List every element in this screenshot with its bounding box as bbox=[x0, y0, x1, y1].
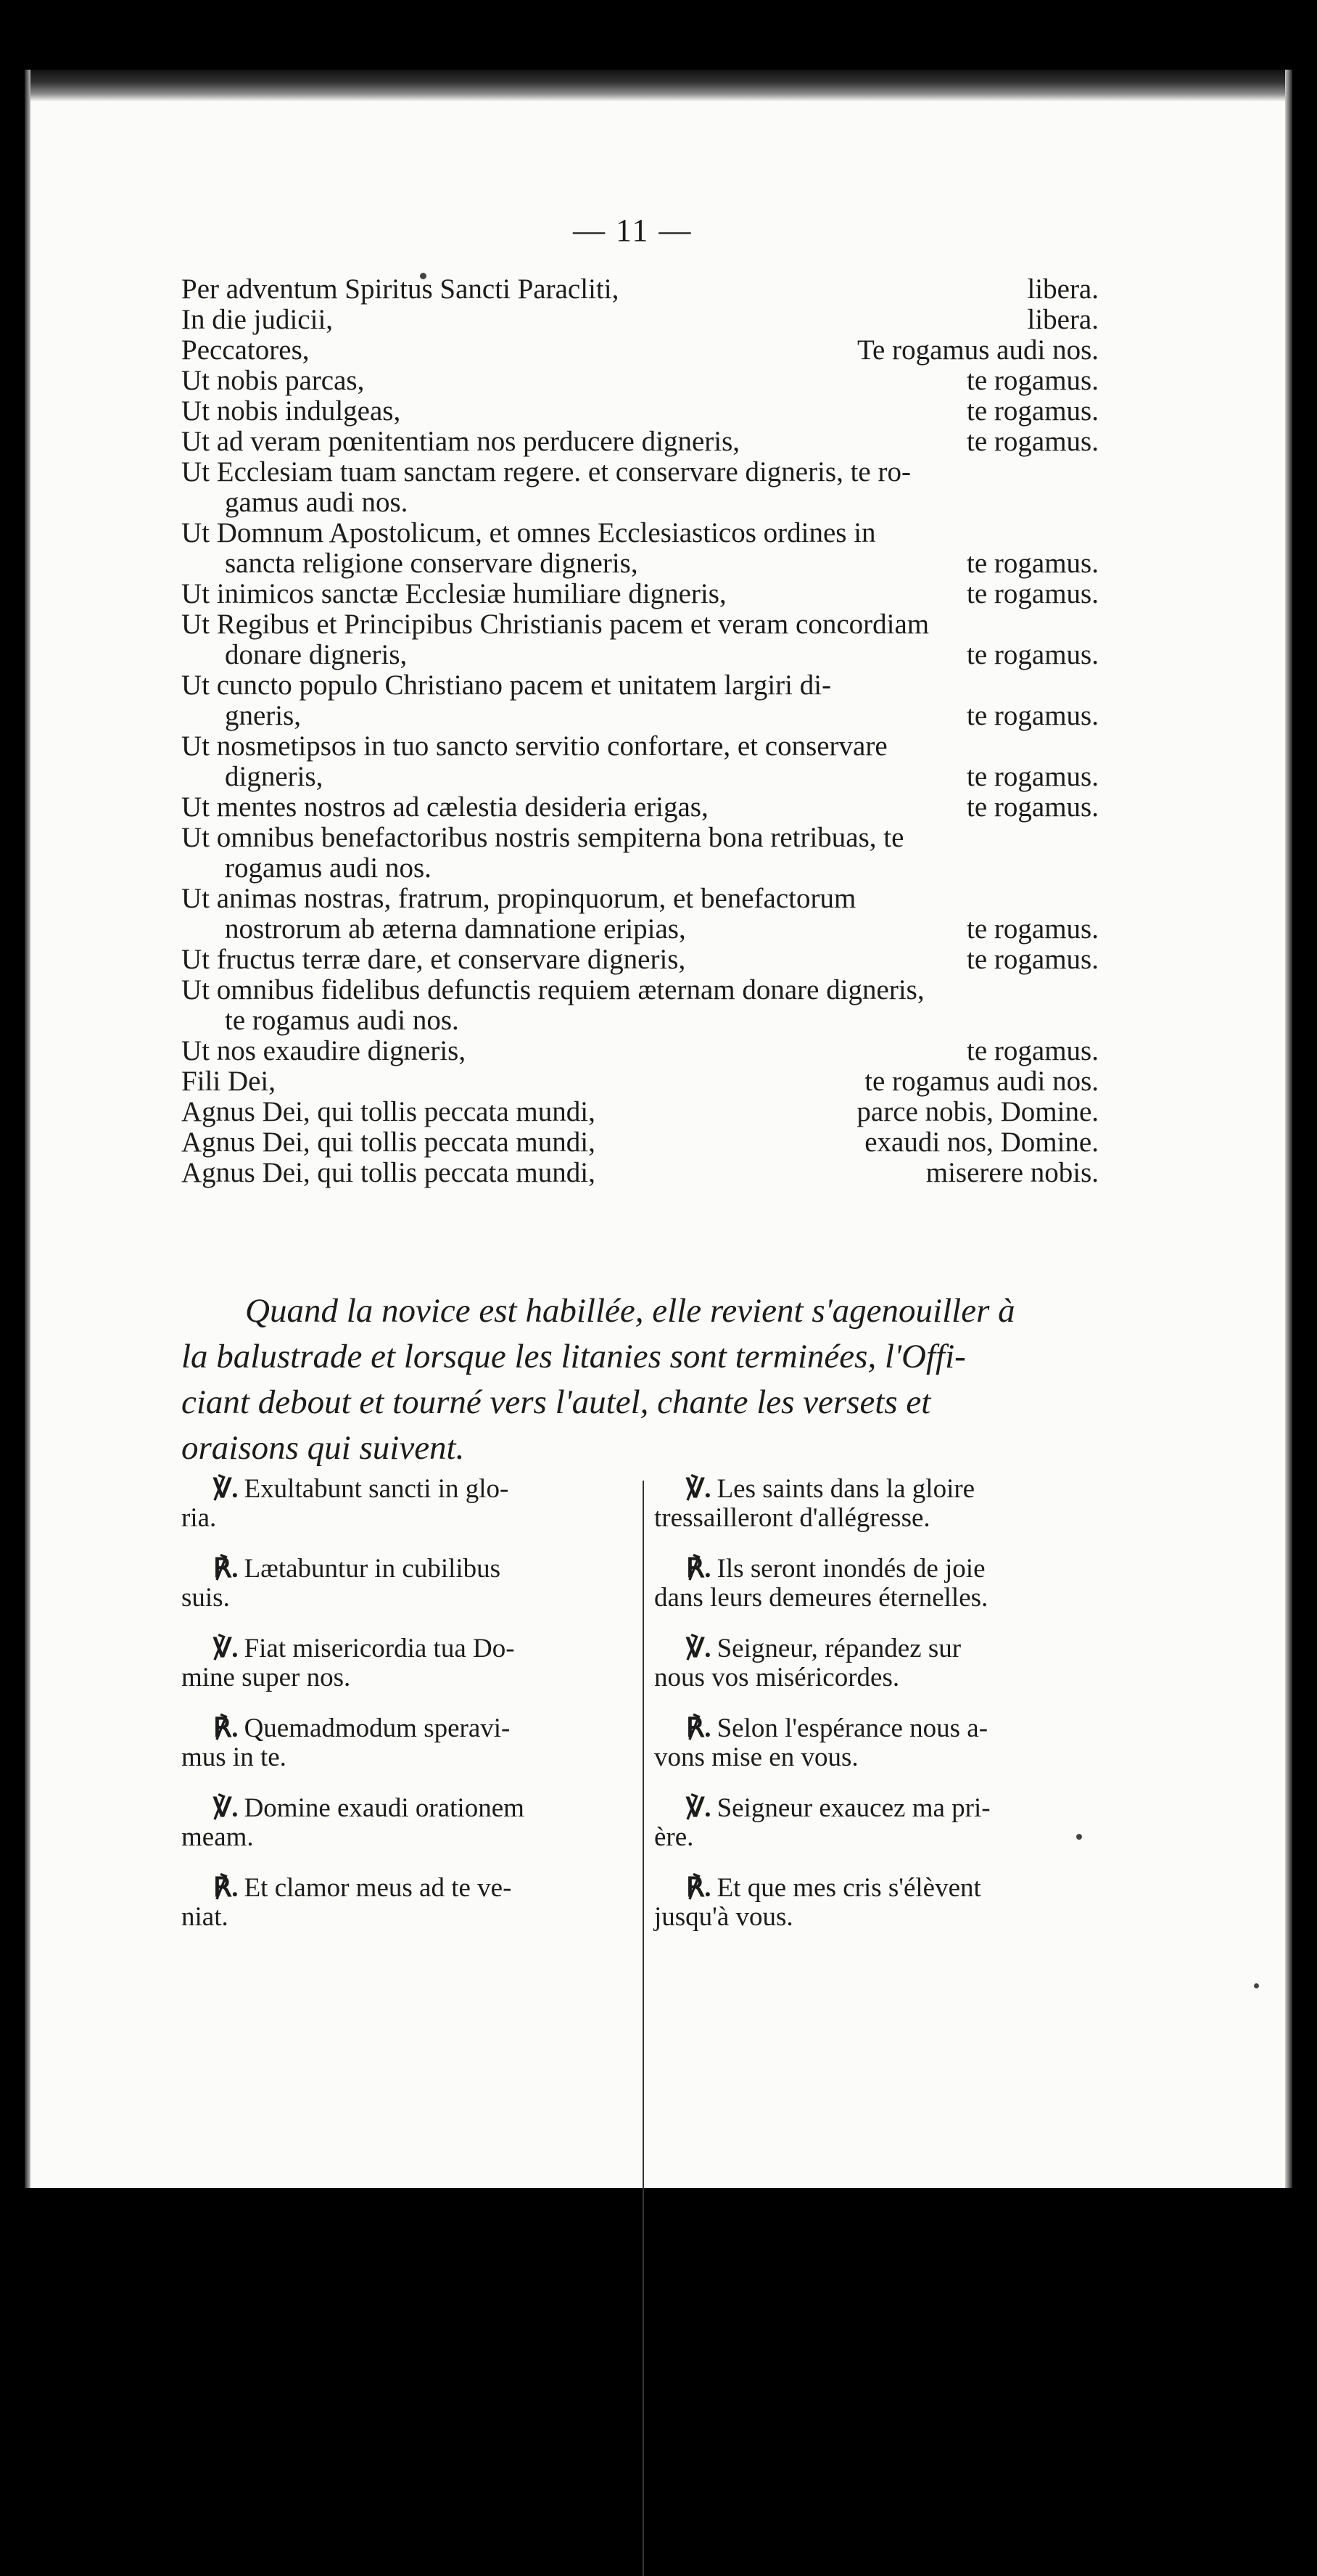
rubric-instruction bbox=[181, 1288, 1099, 1471]
litany-response: parce nobis, Domine. bbox=[856, 1096, 1099, 1127]
litany-response: Te rogamus audi nos. bbox=[856, 334, 1099, 366]
versicle-text: mine super nos. bbox=[181, 1663, 351, 1692]
versicle-entry bbox=[181, 1794, 631, 1852]
litany-invocation: Ut nos exaudire digneris, bbox=[181, 1035, 466, 1066]
versicle-line bbox=[181, 1663, 631, 1692]
litany-response: exaudi nos, Domine. bbox=[864, 1127, 1099, 1158]
litany-invocation: Per adventum Spiritus Sancti Paracliti, bbox=[181, 273, 619, 305]
litany-invocation: Ut cuncto populo Christiano pacem et unitatem largiri di- bbox=[181, 670, 832, 701]
litany-line bbox=[181, 731, 1099, 762]
versicle-entry bbox=[654, 1555, 1099, 1613]
litany-invocation: te rogamus audi nos. bbox=[225, 1005, 459, 1036]
litany-line bbox=[181, 701, 1099, 731]
versicle-text: nous vos miséricordes. bbox=[654, 1663, 900, 1692]
litany-invocation: Ut omnibus fidelibus defunctis requiem æternam donare digneris, bbox=[181, 974, 925, 1005]
versicle-entry bbox=[181, 1475, 631, 1533]
litany-response: te rogamus. bbox=[967, 944, 1099, 975]
litany-invocation: Agnus Dei, qui tollis peccata mundi, bbox=[181, 1096, 595, 1127]
litany-line bbox=[181, 792, 1099, 823]
versicle-text: ère. bbox=[654, 1822, 694, 1852]
rubric-line: ciant debout et tourné vers l'autel, chante les versets et bbox=[181, 1383, 931, 1421]
versicle-line bbox=[181, 1555, 631, 1584]
response-symbol: ℟. bbox=[213, 1873, 239, 1903]
litany-line bbox=[181, 975, 1099, 1005]
litany-line bbox=[181, 914, 1099, 945]
litany-response: te rogamus. bbox=[967, 913, 1099, 945]
litany-invocation: digneris, bbox=[225, 761, 323, 792]
versicle-text: Ils seront inondés de joie bbox=[717, 1554, 986, 1584]
litany-response: te rogamus. bbox=[967, 791, 1099, 823]
litany-line bbox=[181, 670, 1099, 701]
litany-line bbox=[181, 1036, 1099, 1066]
versicle-line bbox=[654, 1555, 1099, 1584]
litany-invocation: Ut fructus terræ dare, et conservare digneris, bbox=[181, 944, 686, 975]
litany-line bbox=[181, 305, 1099, 335]
versicle-line bbox=[654, 1903, 1099, 1932]
litany-invocation: Fili Dei, bbox=[181, 1066, 276, 1097]
litany-response: libera. bbox=[1027, 273, 1099, 305]
litany-invocation: Ut Ecclesiam tuam sanctam regere. et conservare digneris, te ro- bbox=[181, 456, 911, 487]
litany-invocation: nostrorum ab æterna damnatione eripias, bbox=[225, 913, 686, 945]
versicle-text: suis. bbox=[181, 1583, 230, 1613]
versicle-entry bbox=[181, 1634, 631, 1692]
litany-response: te rogamus. bbox=[967, 426, 1099, 457]
litany-invocation: Ut nosmetipsos in tuo sancto servitio confortare, et conservare bbox=[181, 731, 888, 762]
versicle-entry bbox=[654, 1794, 1099, 1852]
versicle-line bbox=[181, 1794, 631, 1823]
ink-speck bbox=[1254, 1983, 1259, 1988]
litany-line bbox=[181, 518, 1099, 548]
litany-line bbox=[181, 762, 1099, 792]
versicle-line bbox=[654, 1743, 1099, 1772]
versicle-line bbox=[654, 1504, 1099, 1533]
versicle-line bbox=[654, 1475, 1099, 1504]
litany-line bbox=[181, 396, 1099, 427]
versicle-entry bbox=[181, 1555, 631, 1613]
versicle-line bbox=[181, 1874, 631, 1903]
litany-line bbox=[181, 274, 1099, 305]
versicle-line bbox=[654, 1634, 1099, 1663]
versicle-line bbox=[654, 1584, 1099, 1613]
litany-response: te rogamus. bbox=[967, 395, 1099, 427]
scan-left-edge bbox=[25, 70, 30, 2188]
versicle-text: vons mise en vous. bbox=[654, 1742, 859, 1772]
versicle-entry bbox=[654, 1475, 1099, 1533]
versicle-text: Lætabuntur in cubilibus bbox=[244, 1554, 501, 1584]
litany-invocation: Ut mentes nostros ad cælestia desideria erigas, bbox=[181, 791, 709, 823]
litany-line bbox=[181, 548, 1099, 579]
versicle-text: Exultabunt sancti in glo- bbox=[244, 1474, 509, 1504]
versicle-entry bbox=[654, 1714, 1099, 1772]
litany-line bbox=[181, 1066, 1099, 1097]
versicle-line bbox=[654, 1823, 1099, 1852]
versicle-line bbox=[181, 1475, 631, 1504]
litany-response: te rogamus. bbox=[967, 700, 1099, 731]
versicle-line bbox=[181, 1743, 631, 1772]
litany-line bbox=[181, 1097, 1099, 1127]
response-symbol: ℟. bbox=[686, 1554, 711, 1584]
litany-invocation: gneris, bbox=[225, 700, 302, 731]
litany-line bbox=[181, 1005, 1099, 1036]
versicle-text: Seigneur exaucez ma pri- bbox=[717, 1793, 991, 1823]
latin-column bbox=[181, 1475, 631, 1954]
response-symbol: ℟. bbox=[686, 1873, 711, 1903]
litany-invocation: Peccatores, bbox=[181, 334, 310, 366]
rubric-line: oraisons qui suivent. bbox=[181, 1429, 465, 1467]
response-symbol: ℟. bbox=[213, 1554, 239, 1584]
litany-line bbox=[181, 427, 1099, 457]
versicle-line bbox=[181, 1504, 631, 1533]
litany-block bbox=[181, 274, 1099, 1188]
versicle-line bbox=[181, 1903, 631, 1932]
versicle-symbol: ℣. bbox=[213, 1793, 239, 1823]
french-column bbox=[654, 1475, 1099, 1954]
litany-line bbox=[181, 853, 1099, 884]
versicle-line bbox=[181, 1584, 631, 1613]
litany-invocation: Ut omnibus benefactoribus nostris sempiterna bona retribuas, te bbox=[181, 822, 904, 853]
litany-invocation: sancta religione conservare digneris, bbox=[225, 548, 638, 579]
litany-line bbox=[181, 609, 1099, 640]
litany-line bbox=[181, 487, 1099, 518]
litany-response: te rogamus. bbox=[967, 761, 1099, 792]
litany-response: libera. bbox=[1027, 304, 1099, 335]
litany-invocation: Agnus Dei, qui tollis peccata mundi, bbox=[181, 1157, 595, 1188]
litany-response: te rogamus. bbox=[967, 548, 1099, 579]
litany-response: te rogamus. bbox=[967, 639, 1099, 670]
versicle-text: dans leurs demeures éternelles. bbox=[654, 1583, 988, 1613]
litany-invocation: Ut nobis parcas, bbox=[181, 365, 365, 396]
litany-response: miserere nobis. bbox=[925, 1157, 1099, 1188]
litany-invocation: Ut Domnum Apostolicum, et omnes Ecclesiasticos ordines in bbox=[181, 517, 876, 548]
litany-invocation: Ut nobis indulgeas, bbox=[181, 395, 401, 427]
versicle-text: jusqu'à vous. bbox=[654, 1902, 793, 1932]
scan-right-edge bbox=[1285, 70, 1292, 2188]
litany-invocation: Agnus Dei, qui tollis peccata mundi, bbox=[181, 1127, 595, 1158]
litany-invocation: donare digneris, bbox=[225, 639, 408, 670]
litany-line bbox=[181, 335, 1099, 366]
versicle-text: mus in te. bbox=[181, 1742, 286, 1772]
litany-invocation: Ut inimicos sanctæ Ecclesiæ humiliare digneris, bbox=[181, 578, 727, 609]
litany-line bbox=[181, 1127, 1099, 1158]
versicle-text: tressailleront d'allégresse. bbox=[654, 1503, 930, 1533]
litany-line bbox=[181, 579, 1099, 609]
versicle-line bbox=[181, 1714, 631, 1743]
versicle-symbol: ℣. bbox=[213, 1634, 239, 1663]
versicle-text: Fiat misericordia tua Do- bbox=[244, 1634, 515, 1663]
versicle-symbol: ℣. bbox=[686, 1793, 711, 1823]
versicle-text: ria. bbox=[181, 1503, 217, 1533]
versicle-line bbox=[181, 1823, 631, 1852]
litany-invocation: rogamus audi nos. bbox=[225, 852, 432, 884]
response-symbol: ℟. bbox=[213, 1713, 239, 1743]
litany-line bbox=[181, 1158, 1099, 1188]
versicle-symbol: ℣. bbox=[686, 1634, 711, 1663]
response-symbol: ℟. bbox=[686, 1713, 711, 1743]
versicle-text: Quemadmodum speravi- bbox=[244, 1713, 511, 1743]
versicle-symbol: ℣. bbox=[213, 1474, 239, 1504]
versicle-line bbox=[654, 1794, 1099, 1823]
column-divider bbox=[643, 1481, 644, 2576]
litany-response: te rogamus. bbox=[967, 1035, 1099, 1066]
versicle-text: Selon l'espérance nous a- bbox=[717, 1713, 988, 1743]
page-number: — 11 — bbox=[573, 213, 693, 248]
versicle-text: niat. bbox=[181, 1902, 228, 1932]
versicle-text: Et que mes cris s'élèvent bbox=[717, 1873, 981, 1903]
versicle-entry bbox=[181, 1714, 631, 1772]
litany-invocation: Ut animas nostras, fratrum, propinquorum, et benefactorum bbox=[181, 883, 856, 914]
litany-invocation: Ut ad veram pœnitentiam nos perducere digneris, bbox=[181, 426, 740, 457]
litany-response: te rogamus. bbox=[967, 365, 1099, 396]
litany-invocation: Ut Regibus et Principibus Christianis pacem et veram concordiam bbox=[181, 609, 930, 640]
litany-invocation: gamus audi nos. bbox=[225, 487, 408, 518]
versicle-text: Et clamor meus ad te ve- bbox=[244, 1873, 512, 1903]
litany-line bbox=[181, 945, 1099, 975]
litany-response: te rogamus audi nos. bbox=[864, 1066, 1099, 1097]
rubric-line: Quand la novice est habillée, elle revient s'agenouiller à bbox=[245, 1292, 1015, 1330]
litany-invocation: In die judicii, bbox=[181, 304, 334, 335]
versicle-line bbox=[181, 1634, 631, 1663]
versicle-entry bbox=[654, 1634, 1099, 1692]
scan-top-edge bbox=[25, 70, 1292, 102]
versicle-text: Seigneur, répandez sur bbox=[717, 1634, 962, 1663]
versicle-entry bbox=[181, 1874, 631, 1932]
litany-line bbox=[181, 366, 1099, 396]
litany-response: te rogamus. bbox=[967, 578, 1099, 609]
litany-line bbox=[181, 457, 1099, 487]
versicle-line bbox=[654, 1663, 1099, 1692]
versicle-text: Les saints dans la gloire bbox=[717, 1474, 975, 1504]
litany-line bbox=[181, 640, 1099, 670]
versicle-line bbox=[654, 1874, 1099, 1903]
litany-line bbox=[181, 823, 1099, 853]
versicle-entry bbox=[654, 1874, 1099, 1932]
versicle-text: meam. bbox=[181, 1822, 254, 1852]
versicle-text: Domine exaudi orationem bbox=[244, 1793, 524, 1823]
rubric-line: la balustrade et lorsque les litanies sont terminées, l'Offi- bbox=[181, 1338, 966, 1375]
versicle-symbol: ℣. bbox=[686, 1474, 711, 1504]
versicle-line bbox=[654, 1714, 1099, 1743]
litany-line bbox=[181, 884, 1099, 914]
